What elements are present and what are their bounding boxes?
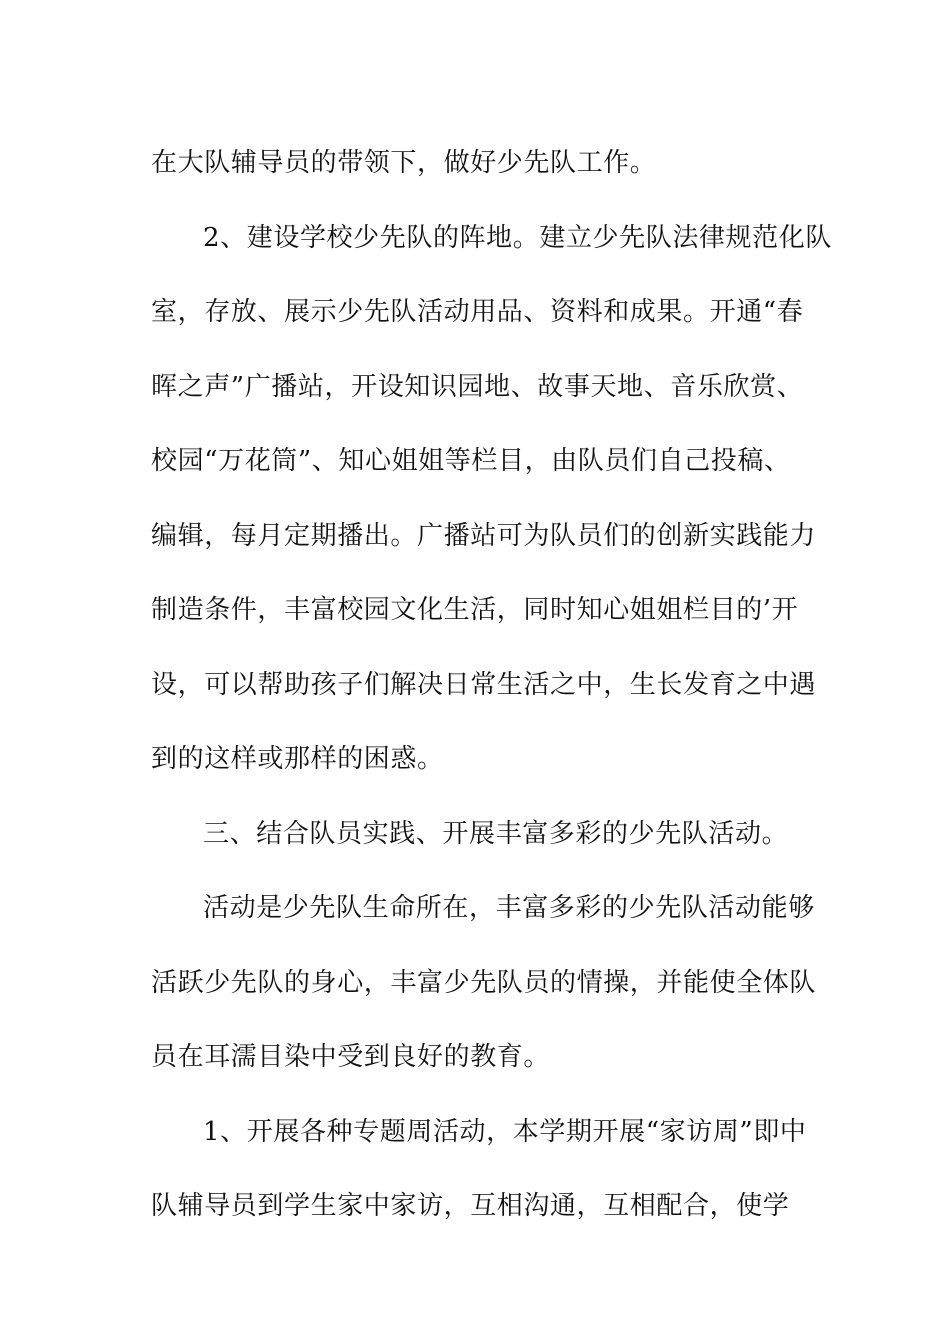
text-line: 制造条件，丰富校园文化生活，同时知心姐姐栏目的’开 [151,595,799,625]
body-text [151,126,832,1244]
text-line: 设，可以帮助孩子们解决日常生活之中，生长发育之中遇 [151,669,817,700]
text-line: 晖之声”广播站，开设知识园地、故事天地、音乐欣赏、 [151,371,804,402]
section-heading: 三、结合队员实践、开展丰富多彩的少先队活动。 [203,818,789,849]
text-line: 活跃少先队的身心，丰富少先队员的情操，并能使全体队 [151,967,817,998]
text-line: 在大队辅导员的带领下，做好少先队工作。 [151,148,657,178]
text-line: 编辑，每月定期播出。广播站可为队员们的创新实践能力 [151,520,817,551]
paragraph-start-line: 活动是少先队生命所在，丰富多彩的少先队活动能够 [203,893,815,923]
paragraph-start-line: 1、开展各种专题周活动，本学期开展“家访周”即中 [203,1116,807,1147]
text-line: 室，存放、展示少先队活动用品、资料和成果。开通“春 [151,297,804,327]
text-line: 校园“万花筒”、知心姐姐等栏目，由队员们自己投稿、 [151,446,791,476]
text-line: 到的这样或那样的困惑。 [151,744,444,774]
text-line: 队辅导员到学生家中家访，互相沟通，互相配合，使学 [151,1191,790,1221]
paragraph-start-line: 2、建设学校少先队的阵地。建立少先队法律规范化队 [203,222,832,253]
text-line: 员在耳濡目染中受到良好的教育。 [151,1042,551,1072]
